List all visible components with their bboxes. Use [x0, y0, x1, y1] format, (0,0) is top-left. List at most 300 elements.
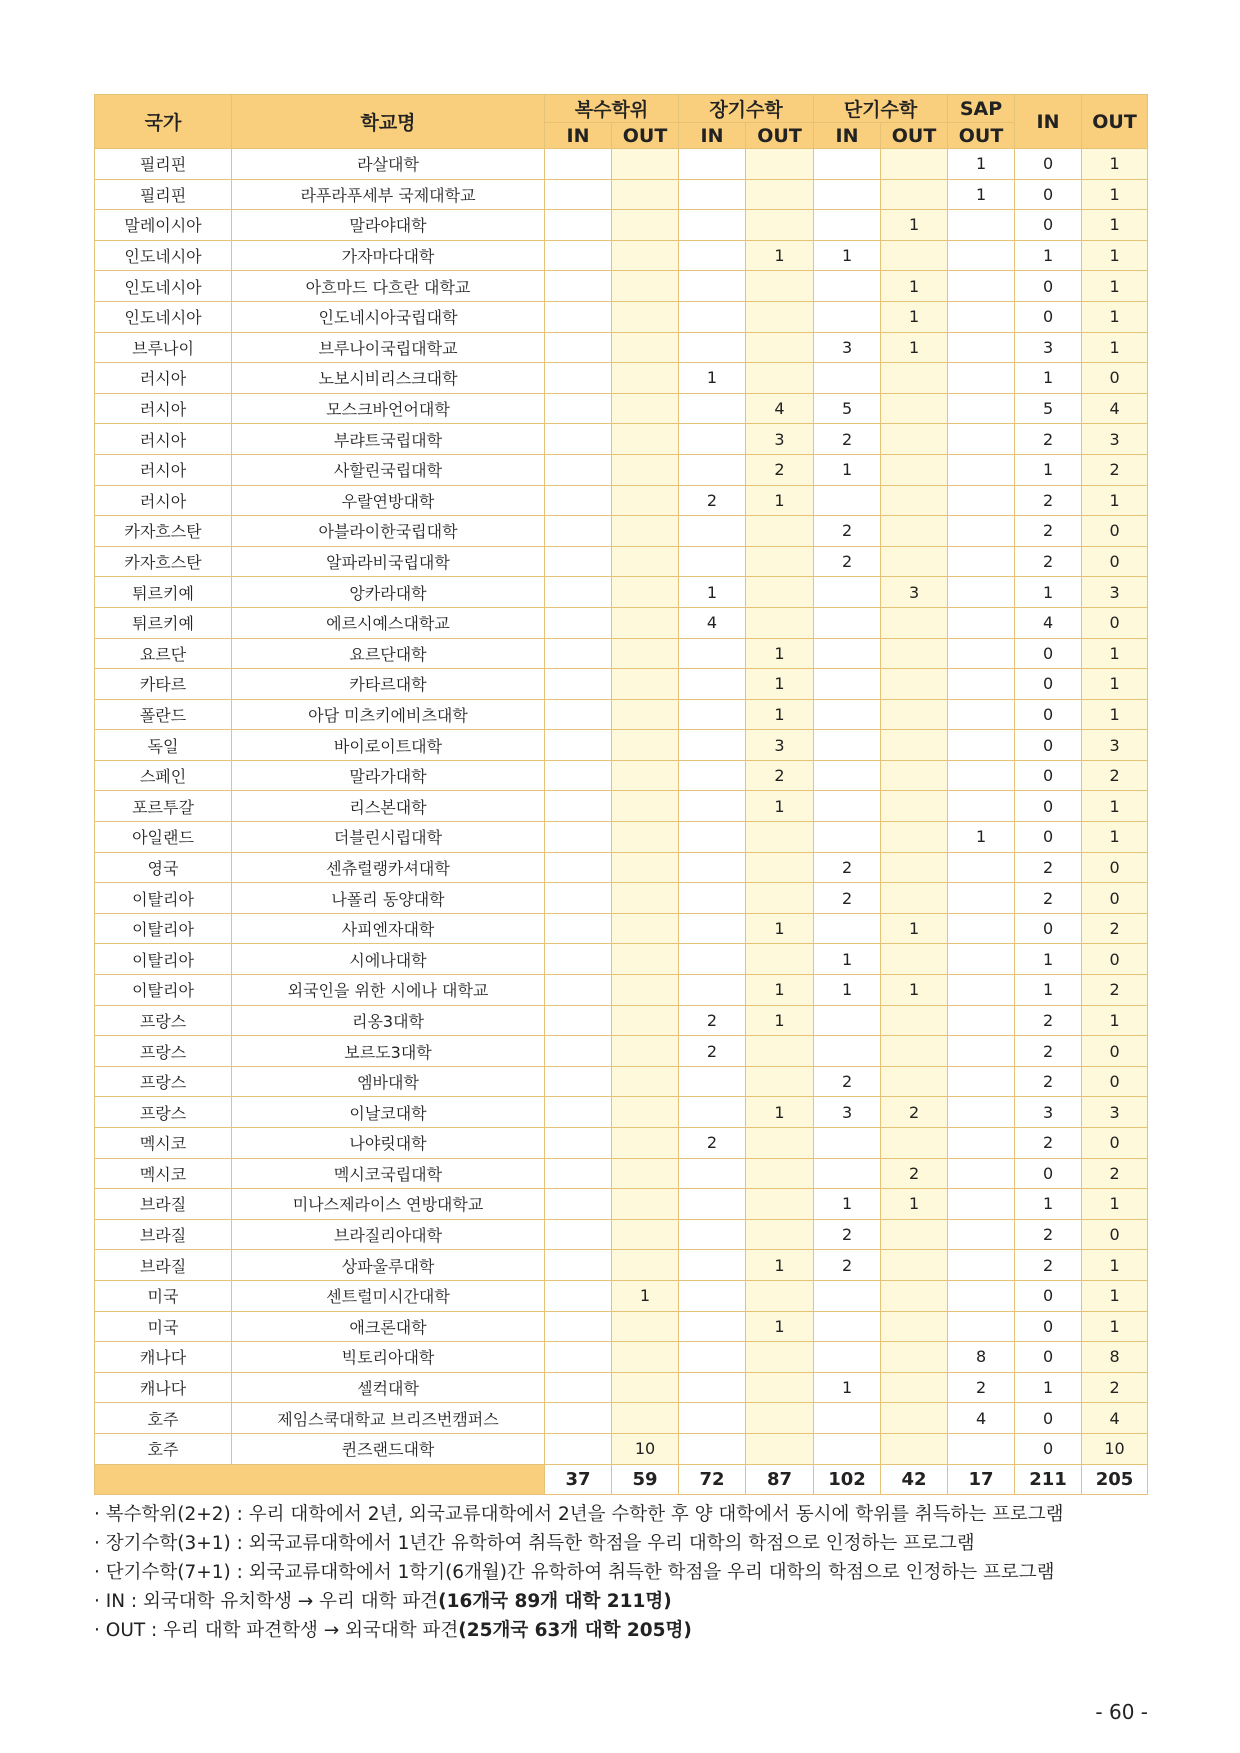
sap-out-cell [948, 607, 1015, 638]
total-out-cell: 3 [1082, 730, 1148, 761]
table-row [95, 607, 1148, 638]
exchange-student-table [94, 94, 1148, 1495]
short-in-cell [814, 607, 881, 638]
dd-out-cell [612, 607, 679, 638]
total-out-cell: 1 [1082, 699, 1148, 730]
long-out-cell: 4 [746, 393, 814, 424]
total-in-cell: 0 [1015, 1158, 1082, 1189]
table-row [95, 1158, 1148, 1189]
school-cell: 라푸라푸세부 국제대학교 [232, 179, 545, 210]
total-cell: 87 [746, 1464, 814, 1494]
total-in-cell: 3 [1015, 332, 1082, 363]
short-in-cell: 1 [814, 454, 881, 485]
dd-out-cell [612, 332, 679, 363]
total-in-cell: 1 [1015, 454, 1082, 485]
total-in-cell: 1 [1015, 1372, 1082, 1403]
short-in-cell [814, 1311, 881, 1342]
school-cell: 센트럴미시간대학 [232, 1280, 545, 1311]
dd-out-cell [612, 240, 679, 271]
short-out-cell [881, 730, 948, 761]
long-in-cell [679, 669, 746, 700]
long-out-cell [746, 516, 814, 547]
short-in-cell: 2 [814, 1219, 881, 1250]
long-out-cell: 1 [746, 699, 814, 730]
note-double-degree: · 복수학위(2+2) : 우리 대학에서 2년, 외국교류대학에서 2년을 수학한 후 양 대학에서 동시에 학위를 취득하는 프로그램 [94, 1504, 1064, 1525]
total-cell: 102 [814, 1464, 881, 1494]
dd-out-cell [612, 301, 679, 332]
note-short-term: · 단기수학(7+1) : 외국교류대학에서 1학기(6개월)간 유학하여 취득한 학점을 우리 대학의 학점으로 인정하는 프로그램 [94, 1562, 1055, 1583]
total-out-cell: 1 [1082, 301, 1148, 332]
dd-out-cell [612, 760, 679, 791]
school-cell: 애크론대학 [232, 1311, 545, 1342]
long-out-cell [746, 577, 814, 608]
dd-out-cell [612, 852, 679, 883]
long-in-cell [679, 332, 746, 363]
total-in-cell: 2 [1015, 1005, 1082, 1036]
header-sub-in: IN [545, 123, 612, 149]
short-in-cell [814, 485, 881, 516]
long-in-cell: 2 [679, 485, 746, 516]
country-cell: 필리핀 [95, 149, 232, 180]
total-out-cell: 8 [1082, 1342, 1148, 1373]
short-out-cell [881, 546, 948, 577]
short-out-cell [881, 760, 948, 791]
dd-out-cell [612, 913, 679, 944]
short-out-cell [881, 822, 948, 853]
country-cell: 말레이시아 [95, 210, 232, 241]
dd-in-cell [545, 1433, 612, 1464]
long-in-cell [679, 1158, 746, 1189]
dd-in-cell [545, 1158, 612, 1189]
short-out-cell [881, 1005, 948, 1036]
totals-label-cell [95, 1464, 545, 1494]
short-out-cell [881, 1250, 948, 1281]
dd-in-cell [545, 271, 612, 302]
total-in-cell: 0 [1015, 149, 1082, 180]
sap-out-cell [948, 577, 1015, 608]
long-in-cell [679, 210, 746, 241]
sap-out-cell: 1 [948, 149, 1015, 180]
total-in-cell: 2 [1015, 546, 1082, 577]
dd-in-cell [545, 1005, 612, 1036]
short-in-cell [814, 730, 881, 761]
long-in-cell [679, 1250, 746, 1281]
table-row [95, 363, 1148, 394]
short-out-cell [881, 393, 948, 424]
total-out-cell: 0 [1082, 944, 1148, 975]
sap-out-cell [948, 454, 1015, 485]
header-sub-out: OUT [746, 123, 814, 149]
dd-in-cell [545, 730, 612, 761]
dd-out-cell [612, 1372, 679, 1403]
table-row [95, 883, 1148, 914]
header-sub-out: OUT [948, 123, 1015, 149]
long-out-cell [746, 1433, 814, 1464]
dd-out-cell [612, 1311, 679, 1342]
short-out-cell [881, 1128, 948, 1159]
dd-out-cell [612, 271, 679, 302]
dd-in-cell [545, 179, 612, 210]
dd-out-cell [612, 1342, 679, 1373]
school-cell: 브라질리아대학 [232, 1219, 545, 1250]
sap-out-cell [948, 883, 1015, 914]
header-sap: SAP [948, 95, 1015, 123]
table-row [95, 1372, 1148, 1403]
short-out-cell [881, 852, 948, 883]
long-out-cell: 1 [746, 1311, 814, 1342]
total-in-cell: 0 [1015, 271, 1082, 302]
short-in-cell: 2 [814, 883, 881, 914]
dd-out-cell [612, 393, 679, 424]
short-out-cell [881, 1372, 948, 1403]
sap-out-cell [948, 485, 1015, 516]
dd-in-cell [545, 607, 612, 638]
total-in-cell: 0 [1015, 913, 1082, 944]
total-out-cell: 1 [1082, 822, 1148, 853]
dd-out-cell [612, 179, 679, 210]
short-out-cell [881, 1036, 948, 1067]
school-cell: 제임스쿡대학교 브리즈번캠퍼스 [232, 1403, 545, 1434]
table-row [95, 1280, 1148, 1311]
table-row [95, 975, 1148, 1006]
table-row [95, 1005, 1148, 1036]
sap-out-cell: 8 [948, 1342, 1015, 1373]
dd-out-cell [612, 149, 679, 180]
table-row [95, 240, 1148, 271]
short-out-cell: 1 [881, 332, 948, 363]
sap-out-cell: 4 [948, 1403, 1015, 1434]
dd-in-cell [545, 363, 612, 394]
school-cell: 센츄럴랭카셔대학 [232, 852, 545, 883]
short-in-cell: 1 [814, 975, 881, 1006]
table-row [95, 760, 1148, 791]
sap-out-cell [948, 210, 1015, 241]
short-in-cell [814, 1433, 881, 1464]
long-out-cell [746, 363, 814, 394]
long-out-cell [746, 301, 814, 332]
long-in-cell [679, 1066, 746, 1097]
sap-out-cell [948, 1189, 1015, 1220]
table-row [95, 485, 1148, 516]
total-in-cell: 2 [1015, 424, 1082, 455]
dd-in-cell [545, 638, 612, 669]
school-cell: 우랄연방대학 [232, 485, 545, 516]
table-row [95, 393, 1148, 424]
header-country: 국가 [95, 95, 232, 149]
short-in-cell [814, 1403, 881, 1434]
short-out-cell [881, 1066, 948, 1097]
short-out-cell: 1 [881, 210, 948, 241]
table-row [95, 454, 1148, 485]
dd-out-cell [612, 1189, 679, 1220]
total-in-cell: 0 [1015, 179, 1082, 210]
short-in-cell [814, 271, 881, 302]
total-in-cell: 0 [1015, 822, 1082, 853]
long-out-cell: 1 [746, 1250, 814, 1281]
total-out-cell: 0 [1082, 363, 1148, 394]
sap-out-cell [948, 1219, 1015, 1250]
sap-out-cell [948, 1097, 1015, 1128]
total-in-cell: 1 [1015, 944, 1082, 975]
country-cell: 미국 [95, 1280, 232, 1311]
dd-out-cell: 1 [612, 1280, 679, 1311]
dd-in-cell [545, 301, 612, 332]
long-in-cell [679, 822, 746, 853]
country-cell: 튀르키예 [95, 577, 232, 608]
short-out-cell: 1 [881, 1189, 948, 1220]
short-in-cell [814, 363, 881, 394]
short-in-cell: 1 [814, 944, 881, 975]
school-cell: 아흐마드 다흐란 대학교 [232, 271, 545, 302]
total-out-cell: 1 [1082, 1250, 1148, 1281]
short-in-cell [814, 1280, 881, 1311]
long-in-cell [679, 1280, 746, 1311]
long-in-cell: 1 [679, 363, 746, 394]
long-in-cell [679, 975, 746, 1006]
dd-out-cell [612, 546, 679, 577]
total-in-cell: 2 [1015, 1219, 1082, 1250]
note-out-summary: (25개국 63개 대학 205명) [458, 1620, 692, 1641]
total-cell: 211 [1015, 1464, 1082, 1494]
total-out-cell: 2 [1082, 760, 1148, 791]
short-in-cell: 2 [814, 1250, 881, 1281]
total-in-cell: 2 [1015, 852, 1082, 883]
dd-in-cell [545, 393, 612, 424]
total-in-cell: 0 [1015, 1280, 1082, 1311]
dd-in-cell [545, 210, 612, 241]
dd-out-cell [612, 577, 679, 608]
dd-in-cell [545, 913, 612, 944]
table-row [95, 577, 1148, 608]
long-out-cell [746, 210, 814, 241]
short-out-cell [881, 179, 948, 210]
sap-out-cell [948, 913, 1015, 944]
short-in-cell [814, 822, 881, 853]
dd-in-cell [545, 975, 612, 1006]
total-out-cell: 1 [1082, 179, 1148, 210]
school-cell: 시에나대학 [232, 944, 545, 975]
total-in-cell: 2 [1015, 485, 1082, 516]
long-in-cell: 2 [679, 1128, 746, 1159]
sap-out-cell [948, 332, 1015, 363]
total-out-cell: 3 [1082, 424, 1148, 455]
total-out-cell: 1 [1082, 210, 1148, 241]
table-body [95, 149, 1148, 1465]
country-cell: 이탈리아 [95, 913, 232, 944]
short-in-cell [814, 913, 881, 944]
long-out-cell: 1 [746, 975, 814, 1006]
short-in-cell [814, 1036, 881, 1067]
long-out-cell: 1 [746, 791, 814, 822]
dd-in-cell [545, 332, 612, 363]
footnotes [94, 1500, 1174, 1645]
short-out-cell: 1 [881, 301, 948, 332]
sap-out-cell [948, 760, 1015, 791]
total-in-cell: 2 [1015, 1128, 1082, 1159]
short-in-cell: 2 [814, 516, 881, 547]
school-cell: 엠바대학 [232, 1066, 545, 1097]
short-out-cell [881, 1311, 948, 1342]
dd-out-cell [612, 1036, 679, 1067]
sap-out-cell [948, 975, 1015, 1006]
country-cell: 호주 [95, 1433, 232, 1464]
short-out-cell: 2 [881, 1158, 948, 1189]
school-cell: 에르시예스대학교 [232, 607, 545, 638]
table-row [95, 699, 1148, 730]
short-in-cell [814, 1342, 881, 1373]
school-cell: 바이로이트대학 [232, 730, 545, 761]
table-row [95, 149, 1148, 180]
long-in-cell [679, 1342, 746, 1373]
school-cell: 나폴리 동양대학 [232, 883, 545, 914]
country-cell: 멕시코 [95, 1128, 232, 1159]
sap-out-cell [948, 699, 1015, 730]
sap-out-cell [948, 791, 1015, 822]
total-out-cell: 2 [1082, 1158, 1148, 1189]
sap-out-cell [948, 638, 1015, 669]
long-in-cell [679, 240, 746, 271]
sap-out-cell: 1 [948, 179, 1015, 210]
total-in-cell: 0 [1015, 1403, 1082, 1434]
school-cell: 카타르대학 [232, 669, 545, 700]
short-out-cell [881, 454, 948, 485]
total-out-cell: 3 [1082, 1097, 1148, 1128]
short-out-cell [881, 363, 948, 394]
school-cell: 알파라비국립대학 [232, 546, 545, 577]
total-out-cell: 0 [1082, 516, 1148, 547]
table-row [95, 1342, 1148, 1373]
short-out-cell [881, 485, 948, 516]
short-in-cell [814, 669, 881, 700]
dd-in-cell [545, 1372, 612, 1403]
school-cell: 아담 미츠키에비츠대학 [232, 699, 545, 730]
total-in-cell: 2 [1015, 1036, 1082, 1067]
total-out-cell: 3 [1082, 577, 1148, 608]
school-cell: 가자마다대학 [232, 240, 545, 271]
dd-in-cell [545, 1342, 612, 1373]
table-row [95, 271, 1148, 302]
school-cell: 브루나이국립대학교 [232, 332, 545, 363]
table-row [95, 301, 1148, 332]
total-in-cell: 0 [1015, 301, 1082, 332]
total-in-cell: 0 [1015, 1433, 1082, 1464]
total-out-cell: 1 [1082, 1311, 1148, 1342]
table-row [95, 1219, 1148, 1250]
total-out-cell: 2 [1082, 1372, 1148, 1403]
total-in-cell: 0 [1015, 791, 1082, 822]
table-row [95, 1066, 1148, 1097]
sap-out-cell [948, 301, 1015, 332]
long-in-cell [679, 638, 746, 669]
note-in: · IN : 외국대학 유치학생 → 우리 대학 파견(16개국 89개 대학 211명) [94, 1591, 672, 1612]
school-cell: 상파울루대학 [232, 1250, 545, 1281]
total-in-cell: 1 [1015, 240, 1082, 271]
country-cell: 카타르 [95, 669, 232, 700]
school-cell: 미나스제라이스 연방대학교 [232, 1189, 545, 1220]
school-cell: 말라야대학 [232, 210, 545, 241]
country-cell: 요르단 [95, 638, 232, 669]
dd-in-cell [545, 546, 612, 577]
school-cell: 노보시비리스크대학 [232, 363, 545, 394]
dd-in-cell [545, 852, 612, 883]
school-cell: 모스크바언어대학 [232, 393, 545, 424]
dd-in-cell [545, 1097, 612, 1128]
long-in-cell [679, 730, 746, 761]
dd-in-cell [545, 1189, 612, 1220]
country-cell: 프랑스 [95, 1005, 232, 1036]
country-cell: 프랑스 [95, 1066, 232, 1097]
country-cell: 폴란드 [95, 699, 232, 730]
school-cell: 사할린국립대학 [232, 454, 545, 485]
table-row [95, 1403, 1148, 1434]
long-in-cell [679, 1372, 746, 1403]
sap-out-cell [948, 1066, 1015, 1097]
short-out-cell [881, 1403, 948, 1434]
short-in-cell [814, 760, 881, 791]
sap-out-cell [948, 1250, 1015, 1281]
long-out-cell [746, 822, 814, 853]
dd-in-cell [545, 1219, 612, 1250]
dd-out-cell [612, 363, 679, 394]
long-out-cell: 3 [746, 424, 814, 455]
total-in-cell: 4 [1015, 607, 1082, 638]
country-cell: 튀르키예 [95, 607, 232, 638]
country-cell: 카자흐스탄 [95, 516, 232, 547]
long-in-cell [679, 454, 746, 485]
header-sub-out: OUT [612, 123, 679, 149]
school-cell: 보르도3대학 [232, 1036, 545, 1067]
sap-out-cell [948, 516, 1015, 547]
total-out-cell: 2 [1082, 913, 1148, 944]
total-cell: 205 [1082, 1464, 1148, 1494]
short-out-cell: 3 [881, 577, 948, 608]
sap-out-cell [948, 1005, 1015, 1036]
short-in-cell [814, 791, 881, 822]
school-cell: 퀸즈랜드대학 [232, 1433, 545, 1464]
table-row [95, 1128, 1148, 1159]
dd-out-cell [612, 699, 679, 730]
country-cell: 호주 [95, 1403, 232, 1434]
total-out-cell: 1 [1082, 332, 1148, 363]
short-in-cell: 5 [814, 393, 881, 424]
short-in-cell [814, 149, 881, 180]
dd-in-cell [545, 516, 612, 547]
short-out-cell [881, 1280, 948, 1311]
short-out-cell [881, 1433, 948, 1464]
long-out-cell: 3 [746, 730, 814, 761]
short-in-cell: 2 [814, 546, 881, 577]
total-in-cell: 1 [1015, 363, 1082, 394]
country-cell: 필리핀 [95, 179, 232, 210]
long-in-cell [679, 1433, 746, 1464]
total-out-cell: 0 [1082, 852, 1148, 883]
dd-in-cell [545, 1403, 612, 1434]
header-long-term: 장기수학 [679, 95, 814, 123]
total-out-cell: 0 [1082, 1219, 1148, 1250]
country-cell: 이탈리아 [95, 944, 232, 975]
country-cell: 러시아 [95, 393, 232, 424]
page-number: - 60 - [1095, 1700, 1148, 1724]
total-out-cell: 1 [1082, 485, 1148, 516]
sap-out-cell [948, 546, 1015, 577]
short-in-cell: 1 [814, 1372, 881, 1403]
table-row [95, 638, 1148, 669]
table-row [95, 1311, 1148, 1342]
total-cell: 37 [545, 1464, 612, 1494]
sap-out-cell [948, 393, 1015, 424]
long-in-cell [679, 1219, 746, 1250]
dd-out-cell: 10 [612, 1433, 679, 1464]
